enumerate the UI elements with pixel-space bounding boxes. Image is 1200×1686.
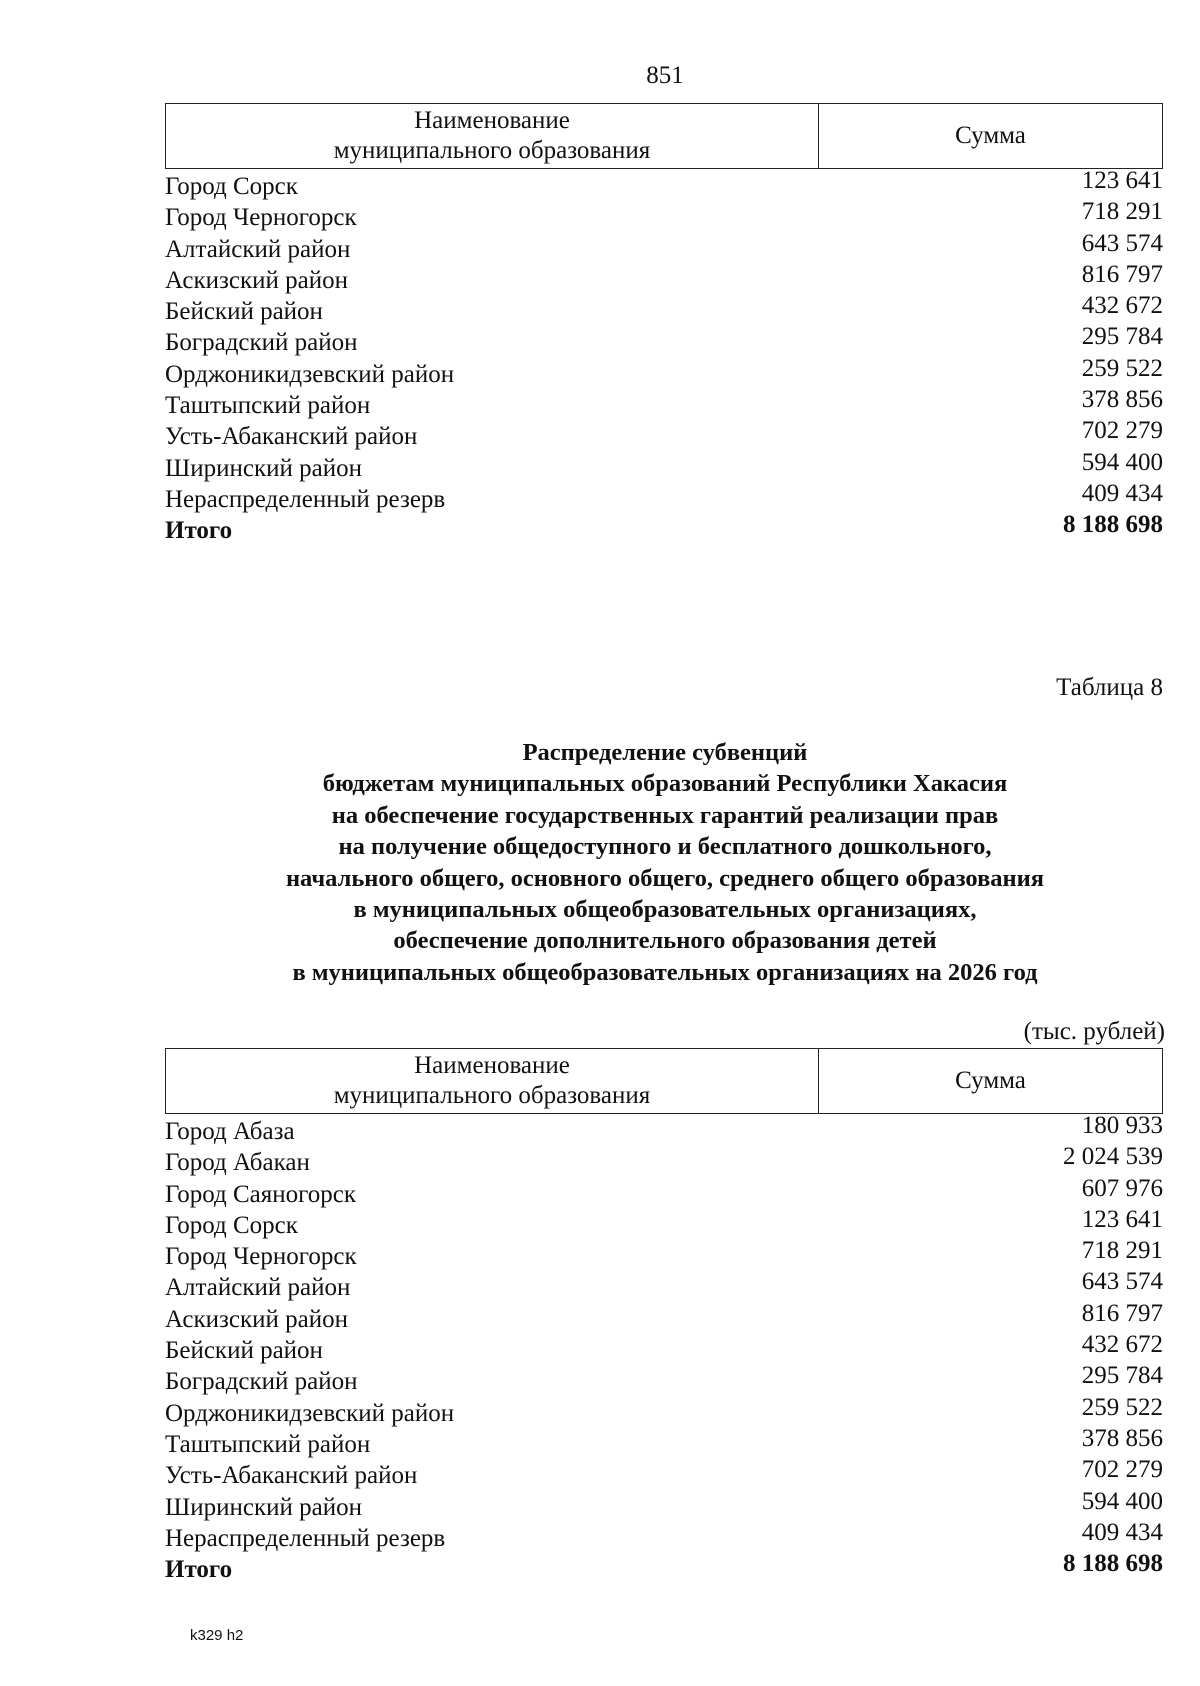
row-value: 594 400: [1081, 1487, 1163, 1515]
row-name: Орджоникидзевский район: [165, 360, 455, 388]
row-name: Орджоникидзевский район: [165, 1399, 455, 1427]
row-name: Нераспределенный резерв: [165, 485, 446, 513]
title-line: на обеспечение государственных гарантий реализации прав: [331, 801, 999, 829]
row-name: Алтайский район: [165, 1274, 351, 1302]
row-value: 180 933: [1081, 1112, 1163, 1139]
table-row: [165, 479, 1163, 515]
table-body: [165, 167, 1163, 547]
table-row: [165, 229, 1163, 265]
row-name: Город Абакан: [165, 1149, 310, 1177]
title-line: начального общего, основного общего, среднего общего образования: [285, 864, 1045, 892]
table-header: [165, 1048, 1163, 1114]
row-value: 718 291: [1081, 198, 1163, 226]
table-row: [165, 167, 1163, 202]
table-row: [165, 1112, 1163, 1147]
table-row: [165, 1393, 1163, 1429]
header-sum-cell: Сумма: [955, 1067, 1026, 1094]
header-sum-cell: Сумма: [955, 122, 1026, 149]
row-name: Ширинский район: [165, 1493, 362, 1521]
table-row: [165, 354, 1163, 390]
row-value: 123 641: [1081, 167, 1163, 194]
row-value: 123 641: [1081, 1205, 1163, 1233]
row-value: 702 279: [1081, 417, 1163, 445]
row-value: 643 574: [1081, 1268, 1163, 1296]
title-line: в муниципальных общеобразовательных организациях на 2026 год: [292, 958, 1038, 986]
table-row: [165, 1205, 1163, 1241]
row-name: Боградский район: [165, 329, 358, 357]
table-row: [165, 260, 1163, 296]
table-body: [165, 1112, 1163, 1585]
header-name-line2: муниципального образования: [333, 137, 651, 164]
row-value: 259 522: [1081, 1393, 1163, 1421]
title-line: Распределение субвенций: [522, 739, 808, 766]
row-name: Город Сорск: [165, 173, 298, 200]
row-name: Аскизский район: [165, 266, 349, 294]
row-name: Бейский район: [165, 298, 323, 326]
row-name: Аскизский район: [165, 1305, 349, 1333]
row-name: Алтайский район: [165, 235, 351, 263]
table-row: [165, 417, 1163, 452]
table-row: [165, 292, 1163, 327]
table-row: [165, 1143, 1163, 1178]
row-name: Ширинский район: [165, 454, 362, 482]
row-value: 816 797: [1081, 1299, 1163, 1327]
table-number-label: Таблица 8: [1056, 674, 1163, 701]
table-title: [180, 737, 1150, 988]
header-name-line1: Наименование: [414, 1052, 570, 1079]
row-value: 432 672: [1081, 1331, 1163, 1359]
row-value: 643 574: [1081, 229, 1163, 257]
total-label: Итого: [165, 1556, 233, 1584]
table-row: [165, 1237, 1163, 1272]
row-name: Боградский район: [165, 1368, 358, 1396]
table-row: [165, 1424, 1163, 1460]
row-value: 607 976: [1081, 1174, 1163, 1202]
table-row: [165, 1456, 1163, 1491]
row-name: Город Черногорск: [165, 204, 357, 232]
title-line: на получение общедоступного и бесплатного дошкольного,: [338, 833, 992, 861]
table-row: [165, 198, 1163, 233]
row-name: Город Саяногорск: [165, 1180, 357, 1208]
table-row: [165, 1518, 1163, 1554]
header-name-line1: Наименование: [414, 107, 570, 134]
table-8: [165, 1048, 1163, 1585]
header-name-cell: [166, 1049, 819, 1113]
row-value: 378 856: [1081, 386, 1163, 414]
row-name: Город Абаза: [165, 1118, 295, 1145]
table-row: [165, 1487, 1163, 1523]
row-value: 816 797: [1081, 260, 1163, 288]
row-value: 295 784: [1081, 323, 1163, 351]
title-line: бюджетам муниципальных образований Республики Хакасия: [322, 770, 1008, 798]
row-name: Таштыпский район: [165, 392, 371, 420]
row-value: 295 784: [1081, 1362, 1163, 1390]
row-name: Таштыпский район: [165, 1430, 371, 1458]
row-value: 409 434: [1081, 1518, 1163, 1546]
row-value: 378 856: [1081, 1424, 1163, 1452]
table-row: [165, 1174, 1163, 1210]
table-row: [165, 1299, 1163, 1335]
table-row: [165, 1268, 1163, 1303]
unit-label: (тыс. рублей): [1023, 1018, 1165, 1045]
table-row: [165, 1331, 1163, 1366]
header-name-line2: муниципального образования: [333, 1082, 651, 1109]
total-row: [165, 1550, 1163, 1585]
table-header: [165, 103, 1163, 169]
title-line: обеспечение дополнительного образования детей: [393, 927, 937, 955]
continued-table: [165, 103, 1163, 547]
document-code: k329 h2: [190, 1627, 244, 1644]
row-value: 259 522: [1081, 354, 1163, 382]
table-row: [165, 1362, 1163, 1397]
total-value: 8 188 698: [1063, 511, 1163, 539]
row-name: Усть-Абаканский район: [165, 1462, 418, 1490]
table-row: [165, 323, 1163, 358]
row-value: 2 024 539: [1063, 1143, 1163, 1171]
total-row: [165, 511, 1163, 546]
page-number: 851: [646, 62, 684, 89]
row-value: 409 434: [1081, 479, 1163, 507]
row-name: Нераспределенный резерв: [165, 1524, 446, 1552]
total-value: 8 188 698: [1063, 1550, 1163, 1578]
title-line: в муниципальных общеобразовательных организациях,: [353, 896, 977, 924]
row-value: 702 279: [1081, 1456, 1163, 1484]
total-label: Итого: [165, 517, 233, 545]
row-value: 718 291: [1081, 1237, 1163, 1265]
row-value: 432 672: [1081, 292, 1163, 320]
table-row: [165, 386, 1163, 421]
row-name: Бейский район: [165, 1337, 323, 1365]
header-name-cell: [166, 104, 819, 168]
row-name: Город Сорск: [165, 1211, 298, 1239]
table-row: [165, 448, 1163, 484]
row-name: Усть-Абаканский район: [165, 423, 418, 451]
row-name: Город Черногорск: [165, 1243, 357, 1271]
row-value: 594 400: [1081, 448, 1163, 476]
